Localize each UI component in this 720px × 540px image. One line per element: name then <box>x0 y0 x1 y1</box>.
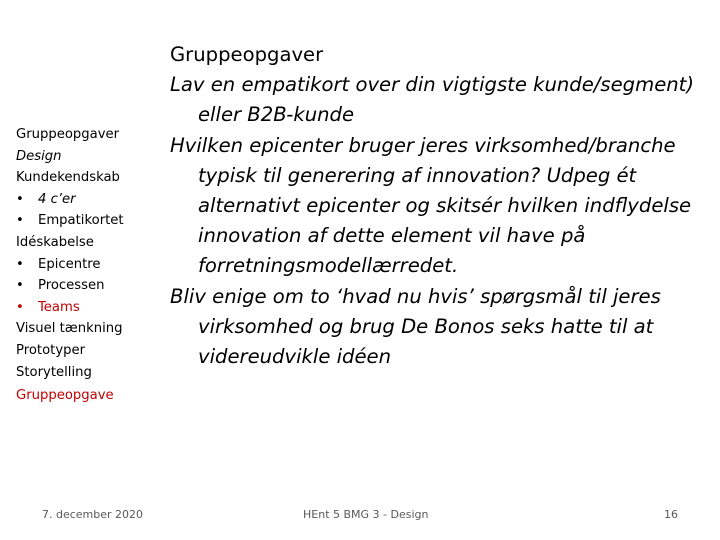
bullet-icon: • <box>16 213 24 229</box>
outline-subitem-label: Epicentre <box>38 256 101 272</box>
sidebar-outline <box>16 124 156 407</box>
bullet-icon: • <box>16 191 24 207</box>
slide-number: 16 <box>664 508 678 521</box>
bullet-icon: • <box>16 256 24 272</box>
footer-date: 7. december 2020 <box>42 508 144 521</box>
outline-item-gruppeopgave-current: Gruppeopgave <box>16 388 114 404</box>
outline-item-design: Design <box>16 148 62 164</box>
outline-subitem-processen <box>16 275 156 297</box>
task-epicenter: Hvilken epicenter bruger jeres virksomhed/branche typisk til generering af innovation? Udpeg ét alternativt epicenter og skitsér hvilken indflydelse innovation af dette element vil have på forretningsmodellærredet. <box>170 133 692 278</box>
outline-item-kundekendskab: Kundekendskab <box>16 170 120 186</box>
task-what-if: Bliv enige om to ‘hvad nu hvis’ spørgsmål til jeres virksomhed og brug De Bonos seks hatte til at videreudvikle idéen <box>170 284 661 369</box>
task-empathy-map: Lav en empatikort over din vigtigste kunde/segment) eller B2B-kunde <box>170 73 694 127</box>
outline-subitem-label: 4 c’er <box>38 191 76 207</box>
outline-item-gruppeopgaver: Gruppeopgaver <box>16 127 120 142</box>
outline-item-ideskabelse: Idéskabelse <box>16 234 94 250</box>
outline-item-prototyper: Prototyper <box>16 342 86 358</box>
outline-subitem-epicentre <box>16 254 156 276</box>
bullet-icon: • <box>16 278 24 294</box>
outline-subitem-label: Empatikortet <box>38 213 124 229</box>
outline-subitem-teams <box>16 297 156 319</box>
bullet-icon: • <box>16 299 24 315</box>
outline-item-visuel-taenkning: Visuel tænkning <box>16 321 123 337</box>
footer-course-label: HEnt 5 BMG 3 - Design <box>303 508 429 521</box>
outline-subitem-label: Processen <box>38 278 105 294</box>
outline-subitem-empatikortet <box>16 210 156 232</box>
slide-content <box>170 40 710 372</box>
outline-item-storytelling: Storytelling <box>16 364 92 380</box>
slide-heading: Gruppeopgaver <box>170 43 324 66</box>
outline-subitem-label: Teams <box>38 299 80 315</box>
outline-subitem-4cer <box>16 189 156 211</box>
